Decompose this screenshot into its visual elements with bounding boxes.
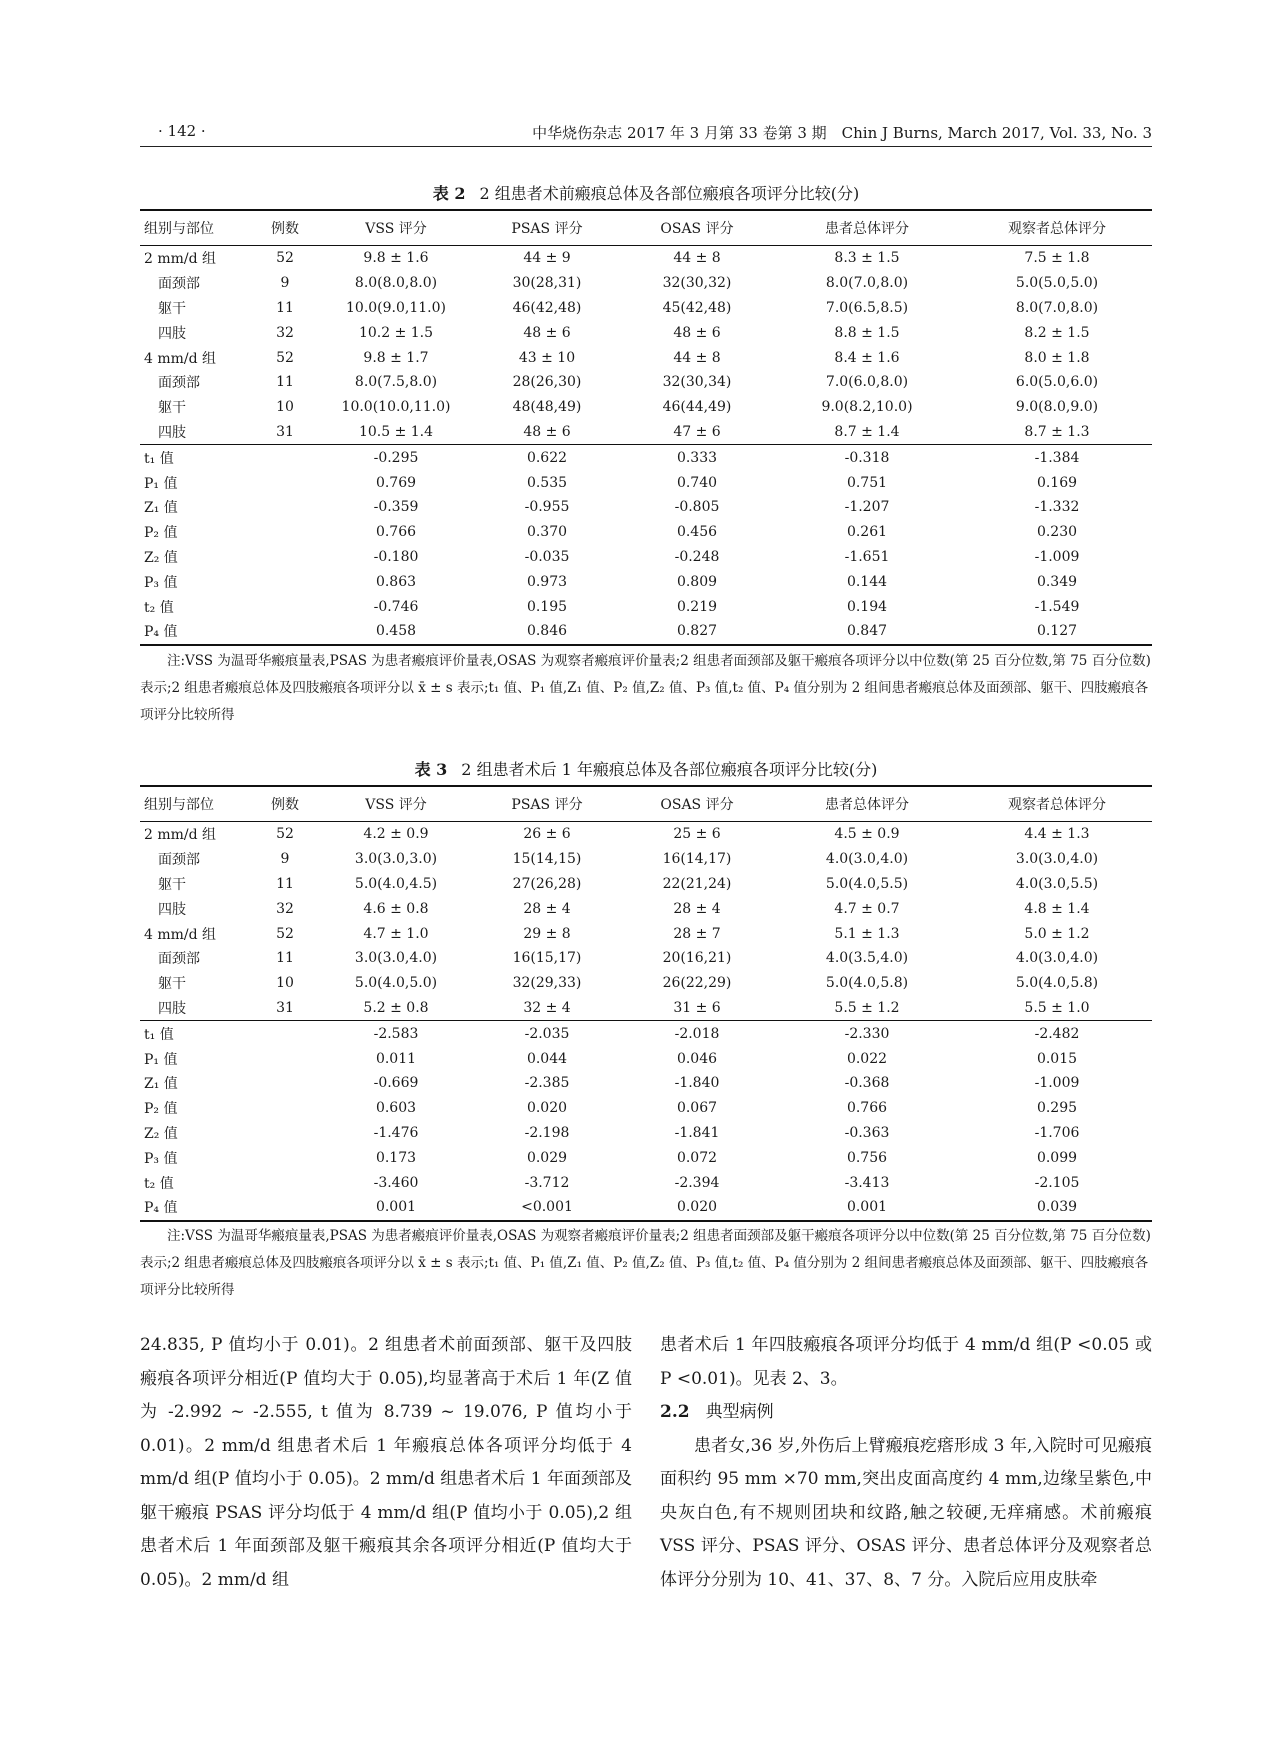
left-paragraph: 24.835, P 值均小于 0.01)。2 组患者术前面颈部、躯干及四肢瘢痕各项评分相近(P 值均大于 0.05),均显著高于术后 1 年(Z 值为 -2.992 ~ -2.555, t 值为 8.739 ~ 19.076, P 值均小于 0.01)。2 mm/d 组患者术后 1 年瘢痕总体各项评分均低于 4 mm/d 组(P 值均小于 0.05)。2 mm/d 组患者术后 1 年面颈部及躯干瘢痕 PSAS 评分均低于 4 mm/d 组(P 值均小于 0.05),2 组患者术后 1 年面颈部及躯干瘢痕其余各项评分相近(P 值均大于 0.05)。2 mm/d 组 bbox=[140, 1335, 632, 1590]
table3-cell: 0.001 bbox=[772, 1195, 962, 1221]
table3-header-cell: OSAS 评分 bbox=[622, 786, 772, 822]
section-number: 2.2 bbox=[660, 1402, 690, 1422]
table3-cell: P₄ 值 bbox=[140, 1195, 250, 1221]
table2-cell: 0.622 bbox=[472, 445, 622, 470]
table3-data-row bbox=[140, 971, 1152, 996]
table2-cell: -1.384 bbox=[962, 445, 1152, 470]
table3-cell: 4.4 ± 1.3 bbox=[1024, 826, 1090, 843]
table2-cell: 32(30,32) bbox=[662, 275, 732, 292]
table3-cell: -3.460 bbox=[373, 1174, 419, 1191]
table3-cell: 0.295 bbox=[1036, 1100, 1078, 1117]
table3-cell: 4.0(3.0,4.0) bbox=[825, 851, 909, 868]
table2-cell: 11 bbox=[276, 299, 294, 316]
header-rule bbox=[140, 146, 1152, 147]
table3-cell: 四肢 bbox=[158, 1000, 186, 1017]
table2-cell: 0.973 bbox=[526, 573, 568, 590]
table3-cell bbox=[250, 1170, 320, 1195]
table3-stat-row bbox=[140, 1071, 1152, 1096]
table3-cell: -1.009 bbox=[1034, 1075, 1080, 1092]
table2-cell: P₂ 值 bbox=[144, 525, 178, 542]
table2-cell: Z₁ 值 bbox=[144, 500, 178, 517]
table3-data-row bbox=[140, 847, 1152, 872]
table3-cell: -2.394 bbox=[674, 1174, 720, 1191]
table3-header-cell: VSS 评分 bbox=[320, 786, 472, 822]
table2-cell: 44 ± 8 bbox=[673, 250, 721, 267]
table2-cell: 32(30,34) bbox=[662, 374, 732, 391]
table2-cell: -0.035 bbox=[524, 548, 570, 565]
table3-cell: 5.2 ± 0.8 bbox=[363, 999, 429, 1016]
table3-cell: 32 ± 4 bbox=[523, 999, 571, 1016]
table3-caption bbox=[140, 757, 1152, 780]
table2-cell: 4 mm/d 组 bbox=[144, 350, 217, 367]
table3-cell: 26 ± 6 bbox=[523, 826, 571, 843]
table2-cell: 0.144 bbox=[846, 573, 888, 590]
table2-header-cell: 组别与部位 bbox=[140, 210, 250, 246]
table2-cell: 46(42,48) bbox=[512, 299, 582, 316]
table2-cell: 8.4 ± 1.6 bbox=[834, 349, 900, 366]
table3-label: 表 3 bbox=[414, 760, 448, 779]
table2-stat-row bbox=[140, 470, 1152, 495]
table3 bbox=[140, 785, 1152, 1222]
table3-cell: 躯干 bbox=[158, 876, 186, 893]
table3-cell: 4.7 ± 1.0 bbox=[363, 925, 429, 942]
table2-stat-row bbox=[140, 520, 1152, 545]
table2-cell: 0.261 bbox=[846, 524, 888, 541]
table3-cell: -0.368 bbox=[844, 1075, 890, 1092]
table2-cell bbox=[250, 495, 320, 520]
table3-cell: -3.413 bbox=[844, 1174, 890, 1191]
right-column bbox=[660, 1329, 1152, 1597]
table3-data-row bbox=[140, 921, 1152, 946]
table2-caption bbox=[140, 181, 1152, 204]
table2-cell: 48(48,49) bbox=[512, 399, 582, 416]
table3-cell: 面颈部 bbox=[158, 852, 200, 869]
table2-cell: 0.535 bbox=[526, 474, 568, 491]
table3-cell: 20(16,21) bbox=[662, 950, 732, 967]
table3-cell: 52 bbox=[276, 925, 294, 942]
table3-cell: t₁ 值 bbox=[140, 1021, 250, 1046]
table3-cell: 面颈部 bbox=[158, 951, 200, 968]
table2-data-row bbox=[140, 296, 1152, 321]
table2-cell: 0.846 bbox=[472, 619, 622, 645]
table3-note: 注:VSS 为温哥华瘢痕量表,PSAS 为患者瘢痕评价量表,OSAS 为观察者瘢痕评价量表;2 组患者面颈部及躯干瘢痕各项评分以中位数(第 25 百分位数,第 75 百分位数)表示;2 组患者瘢痕总体及四肢瘢痕各项评分以 x̄ ± s 表示;t₁ 值、P₁ 值,Z₁ 值、P₂ 值,Z₂ 值、P₃ 值,t₂ 值、P₄ 值分别为 2 组间患者瘢痕总体及面颈部、躯干、四肢瘢痕各项评分比较所得 bbox=[140, 1228, 1151, 1298]
table2-header-cell: 例数 bbox=[250, 210, 320, 246]
table3-cell: 0.067 bbox=[676, 1100, 718, 1117]
table3-header-cell: PSAS 评分 bbox=[472, 786, 622, 822]
table2-cell: 0.219 bbox=[676, 598, 718, 615]
table2-cell: 0.456 bbox=[676, 524, 718, 541]
table3-header-cell: 组别与部位 bbox=[140, 786, 250, 822]
table3-data-row bbox=[140, 872, 1152, 897]
table2-header-cell: 观察者总体评分 bbox=[962, 210, 1152, 246]
table2-cell: 9.8 ± 1.7 bbox=[363, 349, 429, 366]
table3-cell: 躯干 bbox=[158, 976, 186, 993]
table3-cell: -2.018 bbox=[622, 1021, 772, 1046]
table3-header-cell: 观察者总体评分 bbox=[962, 786, 1152, 822]
table3-cell: 16(14,17) bbox=[662, 851, 732, 868]
table2-cell bbox=[250, 545, 320, 570]
table3-cell: 4.0(3.0,5.5) bbox=[1015, 875, 1099, 892]
table3-cell: 9 bbox=[280, 851, 290, 868]
table3-data-row bbox=[140, 896, 1152, 921]
table3-cell: 4.5 ± 0.9 bbox=[834, 826, 900, 843]
table3-cell: 3.0(3.0,4.0) bbox=[1015, 851, 1099, 868]
table2-cell: 43 ± 10 bbox=[518, 349, 576, 366]
table2-cell: 0.169 bbox=[1036, 474, 1078, 491]
table3-cell: 26(22,29) bbox=[662, 975, 732, 992]
table2-cell: 5.0(5.0,5.0) bbox=[1015, 275, 1099, 292]
table2-cell: 10.2 ± 1.5 bbox=[358, 324, 434, 341]
table2-cell: 31 bbox=[276, 423, 294, 440]
table3-cell: 0.756 bbox=[846, 1149, 888, 1166]
table2-cell: 2 mm/d 组 bbox=[144, 251, 217, 268]
table3-cell: 四肢 bbox=[158, 901, 186, 918]
table3-cell: 5.0 ± 1.2 bbox=[1024, 925, 1090, 942]
table3-cell: 4.2 ± 0.9 bbox=[363, 826, 429, 843]
table2-cell: 48 ± 6 bbox=[673, 324, 721, 341]
table3-cell: 31 ± 6 bbox=[673, 999, 721, 1016]
table2-cell: 9.8 ± 1.6 bbox=[363, 250, 429, 267]
table2-cell: 10.5 ± 1.4 bbox=[358, 423, 434, 440]
table3-stat-row bbox=[140, 1046, 1152, 1071]
table2-header-cell: OSAS 评分 bbox=[622, 210, 772, 246]
table2-cell: -1.549 bbox=[1034, 598, 1080, 615]
table3-cell: <0.001 bbox=[472, 1195, 622, 1221]
table2-cell: 8.0(7.5,8.0) bbox=[354, 374, 438, 391]
table3-cell: 3.0(3.0,4.0) bbox=[354, 950, 438, 967]
table3-cell: 0.039 bbox=[962, 1195, 1152, 1221]
table2-cell: 8.0(8.0,8.0) bbox=[354, 275, 438, 292]
table3-cell bbox=[250, 1145, 320, 1170]
table2-cell: 8.8 ± 1.5 bbox=[834, 324, 900, 341]
table2-cell: 48 ± 6 bbox=[523, 423, 571, 440]
table3-header-row bbox=[140, 786, 1152, 822]
table3-cell: 0.766 bbox=[846, 1100, 888, 1117]
table2-cell: 8.3 ± 1.5 bbox=[834, 250, 900, 267]
table2-cell: 0.333 bbox=[622, 445, 772, 470]
table2-label: 表 2 bbox=[432, 184, 466, 203]
table3-data-row bbox=[140, 822, 1152, 847]
table2-stat-row bbox=[140, 495, 1152, 520]
table3-cell: 0.044 bbox=[526, 1050, 568, 1067]
table2-cell: 9.0(8.0,9.0) bbox=[1015, 399, 1099, 416]
journal-citation: 中华烧伤杂志 2017 年 3 月第 33 卷第 3 期 Chin J Burns, March 2017, Vol. 33, No. 3 bbox=[532, 124, 1152, 142]
table2-cell: 面颈部 bbox=[158, 276, 200, 293]
table3-cell bbox=[250, 1121, 320, 1146]
table2-cell: -0.318 bbox=[772, 445, 962, 470]
table2-cell: 0.809 bbox=[676, 573, 718, 590]
table2-cell: 0.127 bbox=[962, 619, 1152, 645]
table3-cell: 32 bbox=[276, 900, 294, 917]
table2-stat-row bbox=[140, 569, 1152, 594]
section-title: 典型病例 bbox=[705, 1402, 774, 1422]
table3-cell: 29 ± 8 bbox=[523, 925, 571, 942]
table3-cell: -2.583 bbox=[320, 1021, 472, 1046]
table3-cell: 5.5 ± 1.0 bbox=[1024, 999, 1090, 1016]
table2-cell: P₁ 值 bbox=[144, 475, 178, 492]
table3-cell: -2.330 bbox=[772, 1021, 962, 1046]
table3-cell: 0.011 bbox=[375, 1050, 417, 1067]
table3-cell: 5.0(4.0,5.8) bbox=[825, 975, 909, 992]
table3-cell: -1.706 bbox=[1034, 1124, 1080, 1141]
table2-cell: 0.458 bbox=[320, 619, 472, 645]
table2-cell: 面颈部 bbox=[158, 375, 200, 392]
table3-cell: 0.099 bbox=[1036, 1149, 1078, 1166]
table2-cell: 10.0(9.0,11.0) bbox=[346, 299, 446, 316]
table2-data-row bbox=[140, 246, 1152, 271]
table2-cell: -0.295 bbox=[320, 445, 472, 470]
table3-cell: -2.105 bbox=[1034, 1174, 1080, 1191]
table3-cell: -2.385 bbox=[524, 1075, 570, 1092]
table2-data-row bbox=[140, 320, 1152, 345]
table3-cell: 4.0(3.5,4.0) bbox=[825, 950, 909, 967]
table2-cell bbox=[250, 520, 320, 545]
table2-data-row bbox=[140, 345, 1152, 370]
table3-cell: 22(21,24) bbox=[662, 875, 732, 892]
table2-cell: 7.0(6.5,8.5) bbox=[825, 299, 909, 316]
table3-cell: 0.072 bbox=[676, 1149, 718, 1166]
table2-cell: 7.5 ± 1.8 bbox=[1024, 250, 1090, 267]
table3-cell: 0.173 bbox=[375, 1149, 417, 1166]
table3-cell: 27(26,28) bbox=[512, 875, 582, 892]
table2-cell bbox=[250, 445, 320, 470]
table2-note: 注:VSS 为温哥华瘢痕量表,PSAS 为患者瘢痕评价量表,OSAS 为观察者瘢痕评价量表;2 组患者面颈部及躯干瘢痕各项评分以中位数(第 25 百分位数,第 75 百分位数)表示;2 组患者瘢痕总体及四肢瘢痕各项评分以 x̄ ± s 表示;t₁ 值、P₁ 值,Z₁ 值、P₂ 值,Z₂ 值、P₃ 值,t₂ 值、P₄ 值分别为 2 组间患者瘢痕总体及面颈部、躯干、四肢瘢痕各项评分比较所得 bbox=[140, 653, 1151, 723]
table2-cell bbox=[250, 594, 320, 619]
table3-cell: -1.840 bbox=[674, 1075, 720, 1092]
table2-cell: 躯干 bbox=[158, 400, 186, 417]
table3-cell: 25 ± 6 bbox=[673, 826, 721, 843]
table3-cell bbox=[250, 1021, 320, 1046]
table3-cell: Z₂ 值 bbox=[144, 1125, 178, 1142]
left-column bbox=[140, 1329, 632, 1597]
table3-header-cell: 患者总体评分 bbox=[772, 786, 962, 822]
table2-cell: 0.230 bbox=[1036, 524, 1078, 541]
right-paragraph-1: 患者术后 1 年四肢瘢痕各项评分均低于 4 mm/d 组(P <0.05 或 P <0.01)。见表 2、3。 bbox=[660, 1335, 1152, 1389]
table2-cell: -0.805 bbox=[674, 499, 720, 516]
table3-cell: 11 bbox=[276, 950, 294, 967]
table3-cell: -0.669 bbox=[373, 1075, 419, 1092]
table2-cell: 47 ± 6 bbox=[673, 423, 721, 440]
table2-cell: 9 bbox=[280, 275, 290, 292]
table3-cell: 4.7 ± 0.7 bbox=[834, 900, 900, 917]
table2-cell: t₂ 值 bbox=[144, 599, 174, 616]
table2-cell: 52 bbox=[276, 349, 294, 366]
table2-stat-row bbox=[140, 594, 1152, 619]
table2-stat-row bbox=[140, 545, 1152, 570]
table3-cell: 2 mm/d 组 bbox=[144, 827, 217, 844]
table2-data-row bbox=[140, 420, 1152, 445]
table2-cell: 四肢 bbox=[158, 325, 186, 342]
table2-cell: 8.0 ± 1.8 bbox=[1024, 349, 1090, 366]
table2-cell: 28(26,30) bbox=[512, 374, 582, 391]
table2 bbox=[140, 209, 1152, 646]
table2-cell: 6.0(5.0,6.0) bbox=[1015, 374, 1099, 391]
table3-cell: -2.035 bbox=[472, 1021, 622, 1046]
table2-cell bbox=[250, 569, 320, 594]
table2-cell: 8.7 ± 1.4 bbox=[834, 423, 900, 440]
table2-cell: 0.740 bbox=[676, 474, 718, 491]
table2-cell: 0.766 bbox=[375, 524, 417, 541]
table2-cell: -0.955 bbox=[524, 499, 570, 516]
table3-cell bbox=[250, 1195, 320, 1221]
table2-cell: Z₂ 值 bbox=[144, 549, 178, 566]
table3-cell: 28 ± 4 bbox=[673, 900, 721, 917]
table3-cell: 4.8 ± 1.4 bbox=[1024, 900, 1090, 917]
table3-stat-row bbox=[140, 1145, 1152, 1170]
table2-title: 2 组患者术前瘢痕总体及各部位瘢痕各项评分比较(分) bbox=[479, 184, 860, 203]
table3-cell: P₃ 值 bbox=[144, 1150, 178, 1167]
table3-cell: Z₁ 值 bbox=[144, 1076, 178, 1093]
table2-cell: -1.009 bbox=[1034, 548, 1080, 565]
table3-cell: t₂ 值 bbox=[144, 1175, 174, 1192]
table2-cell bbox=[250, 619, 320, 645]
table3-cell: 5.0(4.0,5.0) bbox=[354, 975, 438, 992]
table2-cell: 32 bbox=[276, 324, 294, 341]
table3-cell: 15(14,15) bbox=[512, 851, 582, 868]
table2-cell: 0.370 bbox=[526, 524, 568, 541]
table3-cell: P₂ 值 bbox=[144, 1101, 178, 1118]
table3-stat-row bbox=[140, 1121, 1152, 1146]
table2-cell: 9.0(8.2,10.0) bbox=[821, 399, 913, 416]
table3-stat-row bbox=[140, 1195, 1152, 1221]
table3-header-cell: 例数 bbox=[250, 786, 320, 822]
table2-cell: 48 ± 6 bbox=[523, 324, 571, 341]
table2-cell: -1.651 bbox=[844, 548, 890, 565]
table2-header-cell: VSS 评分 bbox=[320, 210, 472, 246]
table3-cell: 3.0(3.0,3.0) bbox=[354, 851, 438, 868]
table3-cell: 4.0(3.0,4.0) bbox=[1015, 950, 1099, 967]
table3-data-row bbox=[140, 996, 1152, 1021]
table2-cell: t₁ 值 bbox=[140, 445, 250, 470]
table2-cell: 0.195 bbox=[526, 598, 568, 615]
table2-header-cell: 患者总体评分 bbox=[772, 210, 962, 246]
table2-cell: 0.847 bbox=[772, 619, 962, 645]
table2-data-row bbox=[140, 271, 1152, 296]
table3-cell: 0.022 bbox=[846, 1050, 888, 1067]
table2-cell: 0.751 bbox=[846, 474, 888, 491]
table3-cell: 31 bbox=[276, 999, 294, 1016]
table3-cell: 0.603 bbox=[375, 1100, 417, 1117]
table2-cell: 四肢 bbox=[158, 424, 186, 441]
table2-cell: -0.746 bbox=[373, 598, 419, 615]
table2-cell: -0.248 bbox=[674, 548, 720, 565]
table2-cell: 52 bbox=[276, 250, 294, 267]
table2-cell: 11 bbox=[276, 374, 294, 391]
table3-cell: -1.476 bbox=[373, 1124, 419, 1141]
table3-data-row bbox=[140, 946, 1152, 971]
table3-cell: P₁ 值 bbox=[144, 1051, 178, 1068]
table3-cell: 0.001 bbox=[320, 1195, 472, 1221]
table2-cell: 7.0(6.0,8.0) bbox=[825, 374, 909, 391]
table2-cell: 44 ± 8 bbox=[673, 349, 721, 366]
table3-cell: 16(15,17) bbox=[512, 950, 582, 967]
table3-stat-row bbox=[140, 1096, 1152, 1121]
table2-cell: -1.207 bbox=[844, 499, 890, 516]
table2-cell: 46(44,49) bbox=[662, 399, 732, 416]
table3-cell: 5.5 ± 1.2 bbox=[834, 999, 900, 1016]
table3-cell: 28 ± 4 bbox=[523, 900, 571, 917]
table2-cell: 8.0(7.0,8.0) bbox=[1015, 299, 1099, 316]
table2-cell: 0.349 bbox=[1036, 573, 1078, 590]
table3-cell: 0.020 bbox=[526, 1100, 568, 1117]
table2-cell: P₃ 值 bbox=[144, 574, 178, 591]
table2-cell: 44 ± 9 bbox=[523, 250, 571, 267]
table2-header-cell: PSAS 评分 bbox=[472, 210, 622, 246]
table2-stat-row bbox=[140, 619, 1152, 645]
table3-cell: 4.6 ± 0.8 bbox=[363, 900, 429, 917]
table2-cell: 45(42,48) bbox=[662, 299, 732, 316]
table3-cell: 5.0(4.0,5.8) bbox=[1015, 975, 1099, 992]
right-paragraph-2: 患者女,36 岁,外伤后上臂瘢痕疙瘩形成 3 年,入院时可见瘢痕面积约 95 mm ×70 mm,突出皮面高度约 4 mm,边缘呈紫色,中央灰白色,有不规则团块和纹路,触之较硬,无痒痛感。术前瘢痕 VSS 评分、PSAS 评分、OSAS 评分、患者总体评分及观察者总体评分分别为 10、41、37、8、7 分。入院后应用皮肤牵 bbox=[660, 1435, 1152, 1590]
table3-cell: 0.020 bbox=[622, 1195, 772, 1221]
table3-cell: -2.198 bbox=[524, 1124, 570, 1141]
table2-cell: 10 bbox=[276, 399, 294, 416]
table2-cell: 0.194 bbox=[846, 598, 888, 615]
table3-cell: -0.363 bbox=[844, 1124, 890, 1141]
table3-cell: 0.029 bbox=[526, 1149, 568, 1166]
table2-cell: 躯干 bbox=[158, 300, 186, 317]
table3-cell: 10 bbox=[276, 975, 294, 992]
table3-cell: -3.712 bbox=[524, 1174, 570, 1191]
table2-header-row bbox=[140, 210, 1152, 246]
table3-cell: 4 mm/d 组 bbox=[144, 926, 217, 943]
table2-cell: 8.7 ± 1.3 bbox=[1024, 423, 1090, 440]
table2-stat-row bbox=[140, 445, 1152, 470]
table3-cell: 52 bbox=[276, 826, 294, 843]
table3-cell: 5.0(4.0,4.5) bbox=[354, 875, 438, 892]
table3-cell: 32(29,33) bbox=[512, 975, 582, 992]
table2-cell: 8.0(7.0,8.0) bbox=[825, 275, 909, 292]
table3-cell: 0.015 bbox=[1036, 1050, 1078, 1067]
table3-cell: 28 ± 7 bbox=[673, 925, 721, 942]
table3-cell bbox=[250, 1046, 320, 1071]
table3-cell: -2.482 bbox=[962, 1021, 1152, 1046]
page-number: · 142 · bbox=[158, 122, 206, 140]
table2-cell: 8.2 ± 1.5 bbox=[1024, 324, 1090, 341]
table3-cell bbox=[250, 1071, 320, 1096]
table3-title: 2 组患者术后 1 年瘢痕总体及各部位瘢痕各项评分比较(分) bbox=[461, 760, 878, 779]
table2-cell: -1.332 bbox=[1034, 499, 1080, 516]
table3-cell: -1.841 bbox=[674, 1124, 720, 1141]
table2-cell: -0.180 bbox=[373, 548, 419, 565]
table3-stat-row bbox=[140, 1021, 1152, 1046]
table2-cell: 0.863 bbox=[375, 573, 417, 590]
table3-cell: 5.0(4.0,5.5) bbox=[825, 875, 909, 892]
table3-cell: 5.1 ± 1.3 bbox=[834, 925, 900, 942]
table2-cell: 0.827 bbox=[622, 619, 772, 645]
section-heading bbox=[660, 1396, 1152, 1430]
table2-cell: 30(28,31) bbox=[512, 275, 582, 292]
table3-stat-row bbox=[140, 1170, 1152, 1195]
table3-cell bbox=[250, 1096, 320, 1121]
table2-cell: 10.0(10.0,11.0) bbox=[341, 399, 451, 416]
table2-cell: P₄ 值 bbox=[140, 619, 250, 645]
table2-cell bbox=[250, 470, 320, 495]
table2-cell: 0.769 bbox=[375, 474, 417, 491]
table2-data-row bbox=[140, 395, 1152, 420]
table3-cell: 0.046 bbox=[676, 1050, 718, 1067]
table3-cell: 11 bbox=[276, 875, 294, 892]
table2-cell: -0.359 bbox=[373, 499, 419, 516]
table2-data-row bbox=[140, 370, 1152, 395]
